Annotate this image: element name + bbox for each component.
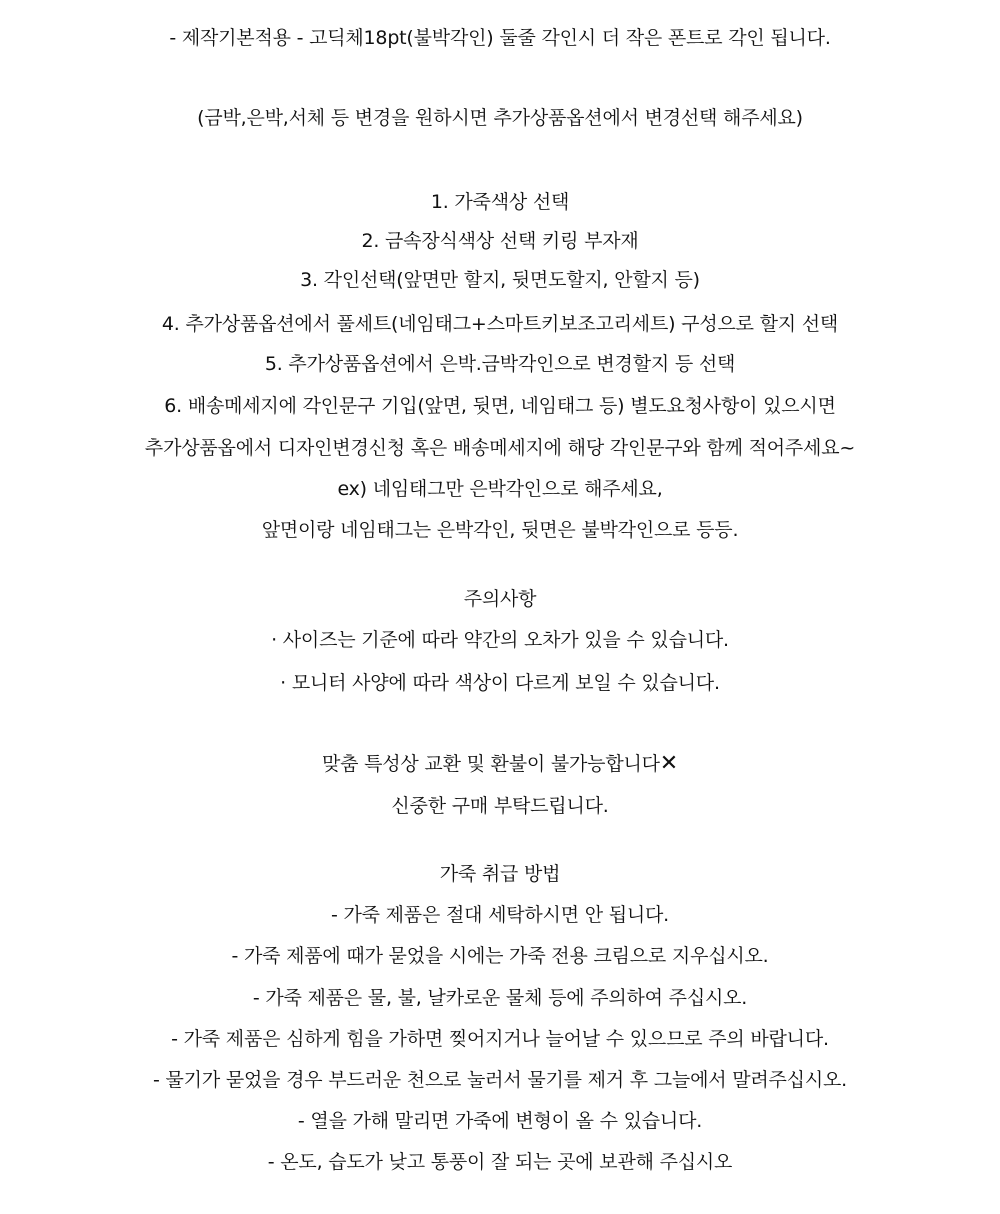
- care-item-storage: - 온도, 습도가 낮고 통풍이 잘 되는 곳에 보관해 주십시오: [267, 1151, 733, 1173]
- care-item-stain: - 가죽 제품에 때가 묻었을 시에는 가죽 전용 크림으로 지우십시오.: [231, 945, 769, 967]
- no-refund-text: 맞춤 특성상 교환 및 환불이 불가능합니다: [321, 753, 660, 775]
- careful-purchase-notice: 신중한 구매 부탁드립니다.: [391, 795, 609, 817]
- step-4: 4. 추가상품옵션에서 풀세트(네임태그+스마트키보조고리세트) 구성으로 할지 선택: [161, 313, 839, 335]
- care-item-no-wash: - 가죽 제품은 절대 세탁하시면 안 됩니다.: [331, 904, 669, 926]
- caution-item-size: · 사이즈는 기준에 따라 약간의 오차가 있을 수 있습니다.: [271, 629, 729, 651]
- care-item-hazards: - 가죽 제품은 물, 불, 날카로운 물체 등에 주의하여 주십시오.: [252, 987, 748, 1009]
- care-item-moisture: - 물기가 묻었을 경우 부드러운 천으로 눌러서 물기를 제거 후 그늘에서 말려주십시오.: [153, 1069, 847, 1091]
- care-item-force: - 가죽 제품은 심하게 힘을 가하면 찢어지거나 늘어날 수 있으므로 주의 바랍니다.: [171, 1028, 829, 1050]
- step-2: 2. 금속장식색상 선택 키링 부자재: [361, 230, 639, 252]
- step-5: 5. 추가상품옵션에서 은박.금박각인으로 변경할지 등 선택: [264, 353, 736, 375]
- care-title: 가죽 취급 방법: [439, 863, 561, 885]
- cross-mark-icon: ✕: [659, 751, 679, 776]
- step-1: 1. 가죽색상 선택: [430, 191, 570, 213]
- caution-title: 주의사항: [463, 588, 537, 610]
- intro-option-note: (금박,은박,서체 등 변경을 원하시면 추가상품옵션에서 변경선택 해주세요): [197, 107, 803, 129]
- step-example-1: ex) 네임태그만 은박각인으로 해주세요,: [337, 478, 663, 500]
- caution-item-color: · 모니터 사양에 따라 색상이 다르게 보일 수 있습니다.: [280, 672, 720, 694]
- care-item-heat: - 열을 가해 말리면 가죽에 변형이 올 수 있습니다.: [297, 1110, 703, 1132]
- step-6-continued: 추가상품옵에서 디자인변경신청 혹은 배송메세지에 해당 각인문구와 함께 적어주세요~: [144, 437, 856, 459]
- step-3: 3. 각인선택(앞면만 할지, 뒷면도할지, 안할지 등): [300, 269, 700, 291]
- no-refund-notice: [0, 752, 1000, 776]
- intro-engraving-default: - 제작기본적용 - 고딕체18pt(불박각인) 둘줄 각인시 더 작은 폰트로 각인 됩니다.: [169, 27, 831, 49]
- step-example-2: 앞면이랑 네임태그는 은박각인, 뒷면은 불박각인으로 등등.: [261, 519, 739, 541]
- step-6: 6. 배송메세지에 각인문구 기입(앞면, 뒷면, 네임태그 등) 별도요청사항이 있으시면: [164, 395, 836, 417]
